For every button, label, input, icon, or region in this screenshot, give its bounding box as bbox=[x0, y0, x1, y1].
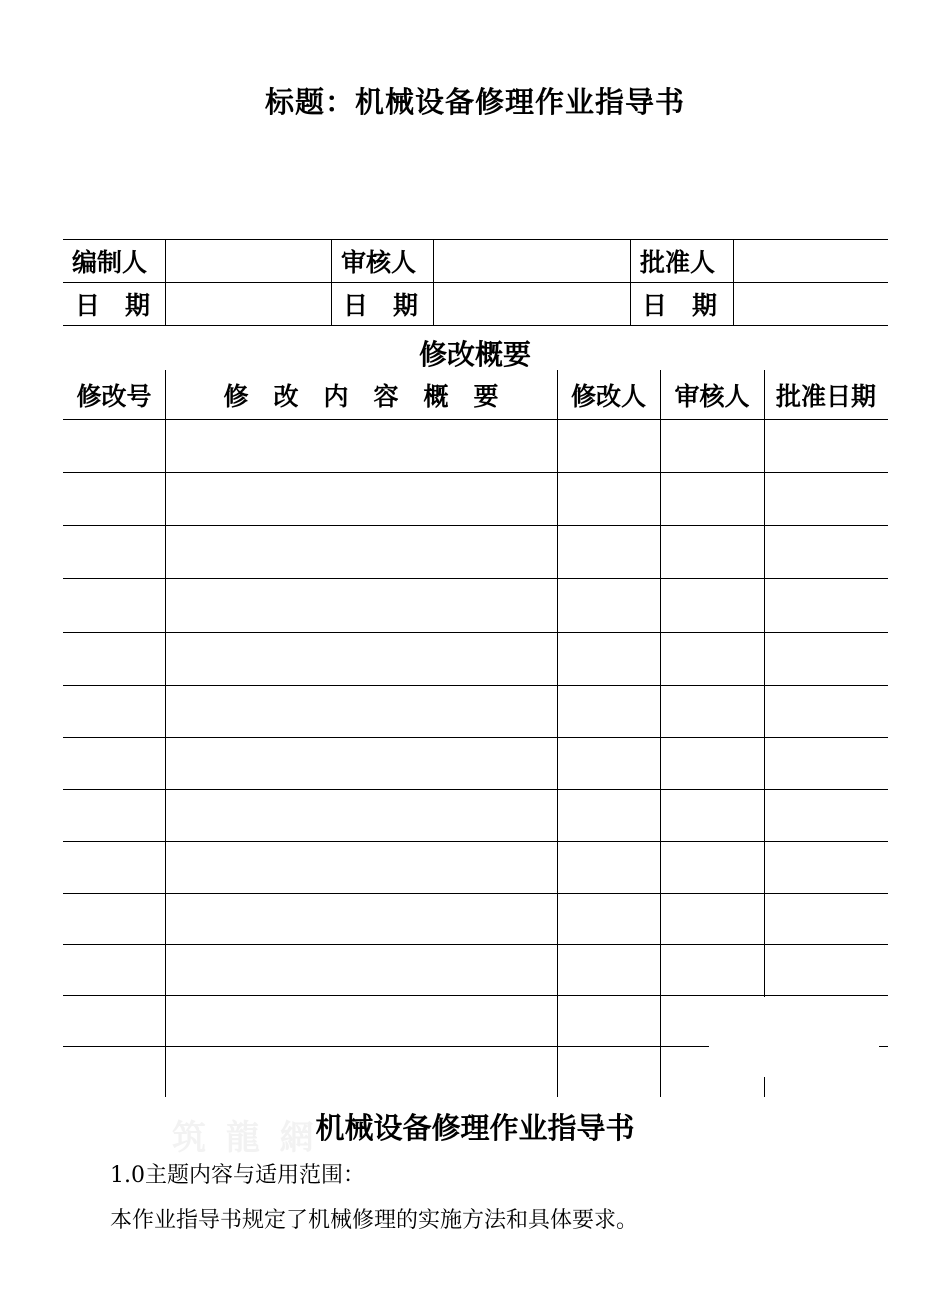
revision-col-line bbox=[165, 370, 166, 1097]
page-title: 标题：机械设备修理作业指导书 bbox=[264, 85, 685, 119]
date-label: 日 期 bbox=[75, 291, 151, 320]
scan-artifact bbox=[766, 1077, 891, 1099]
revision-col-line bbox=[557, 370, 558, 1097]
column-header: 修 改 内 容 概 要 bbox=[223, 382, 499, 411]
section-heading: 1.0主题内容与适用范围： bbox=[110, 1163, 365, 1188]
revision-col-line bbox=[764, 370, 765, 1097]
column-header: 修改号 bbox=[76, 382, 152, 411]
table-col-divider bbox=[630, 239, 631, 325]
date-label: 日 期 bbox=[642, 291, 718, 320]
table-row-divider bbox=[63, 282, 888, 283]
table-col-divider bbox=[733, 239, 734, 325]
date-label: 日 期 bbox=[343, 291, 419, 320]
approver-label: 批准人 bbox=[640, 248, 716, 277]
table-border-bottom bbox=[63, 325, 888, 326]
reviewer-label: 审核人 bbox=[341, 248, 417, 277]
table-border-top bbox=[63, 239, 888, 240]
revision-section-title: 修改概要 bbox=[418, 338, 531, 371]
body-paragraph: 本作业指导书规定了机械修理的实施方法和具体要求。 bbox=[110, 1208, 639, 1233]
document-title: 机械设备修理作业指导书 bbox=[315, 1111, 635, 1145]
watermark: 筑 龍 網 bbox=[172, 1118, 318, 1158]
table-col-divider bbox=[165, 239, 166, 325]
table-col-divider bbox=[331, 239, 332, 325]
column-header: 审核人 bbox=[674, 382, 750, 411]
column-header: 批准日期 bbox=[775, 382, 876, 411]
compiler-label: 编制人 bbox=[72, 248, 148, 277]
revision-col-line bbox=[660, 370, 661, 1097]
scan-artifact bbox=[709, 997, 879, 1077]
column-header: 修改人 bbox=[570, 382, 646, 411]
table-col-divider bbox=[433, 239, 434, 325]
